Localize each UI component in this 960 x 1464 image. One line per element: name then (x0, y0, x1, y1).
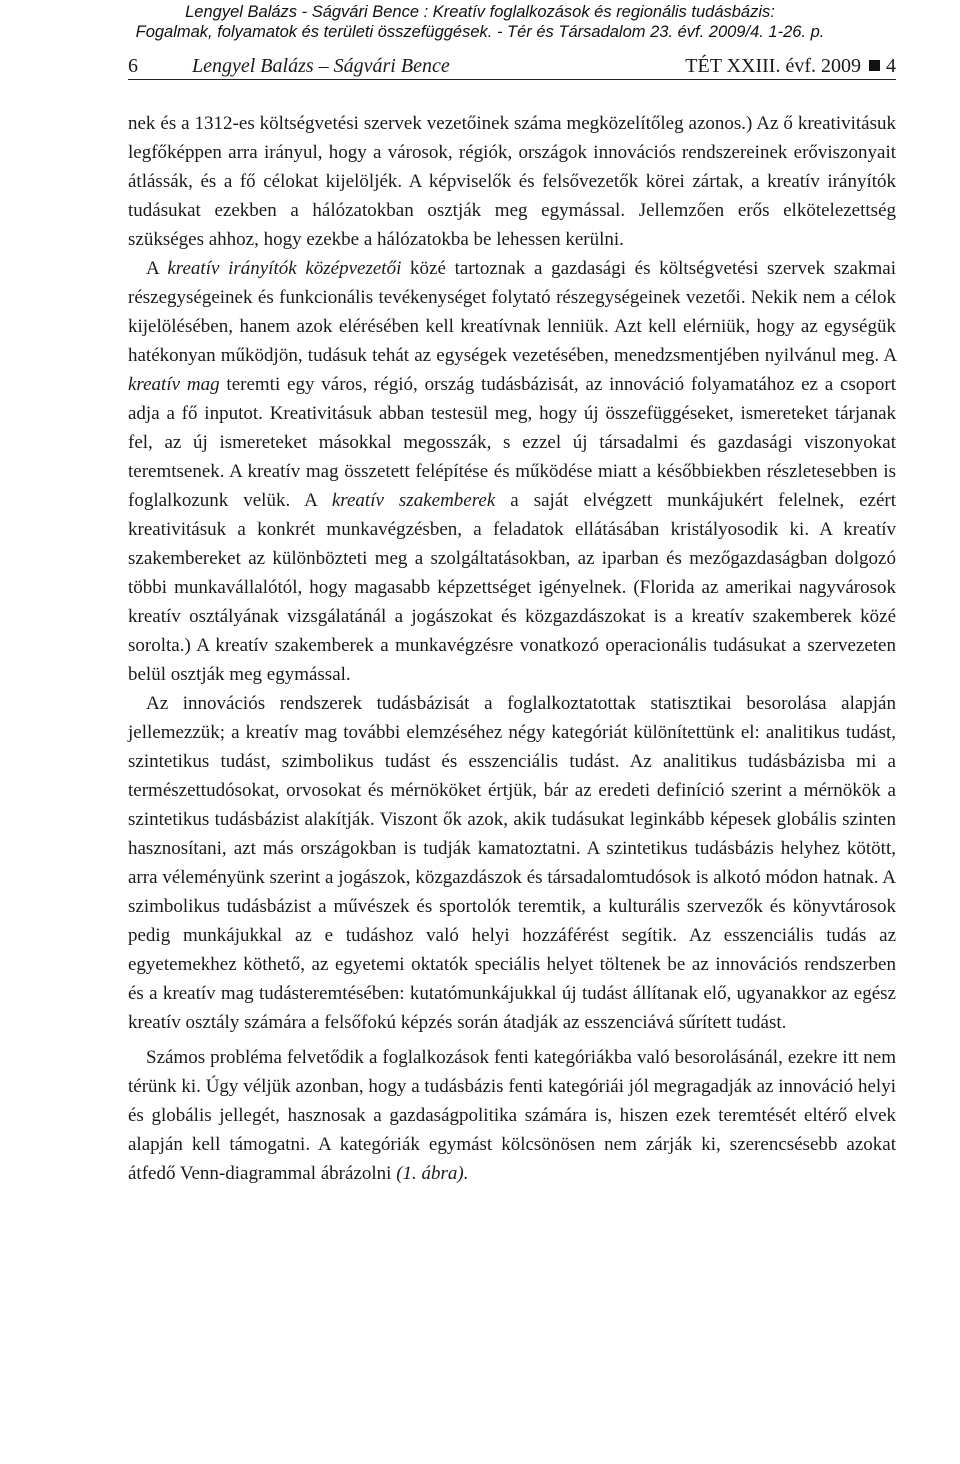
journal-volume: TÉT XXIII. évf. 2009 (685, 55, 861, 77)
running-header-journal (685, 53, 896, 79)
paragraph-2 (128, 254, 896, 689)
text-run: Az innovációs rendszerek tudásbázisát a foglalkoztatottak statisztikai besorolása alapján jellemezzük; a kreatív mag további elemzéséhez négy kategóriát különítettünk el: analitikus tudást, szintetikus tudást, szimbolikus tudást és esszenciális tudást. Az analitikus tudásbázisba mi a természettudósokat, orvosokat és mérnököket értjük, bár az eredeti definíció szerint a mérnökök a szintetikus tudásbázist alakítják. Viszont ők azok, akik tudásukat leginkább képesek globális szinten hasznosítani, azt más országokban is tudják kamatoztatni. A szintetikus tudásbázis helyhez kötött, arra véleményünk szerint a jogászok, közgazdászok és társadalomtudósok is alkotó módon hatnak. A szimbolikus tudásbázist a művészek és sportolók teremtik, a kulturális szervezők és könyvtárosok pedig munkájukkal az e tudáshoz való helyi hozzáférést segítik. Az esszenciális tudás az egyetemekhez köthető, az egyetemi oktatók speciális helyet töltenek be az innovációs rendszerben és a kreatív mag tudásteremtésében: kutatómunkájukkal új tudást állítanak elő, ugyanakkor az egész kreatív osztály számára a felsőfokú képzés során átadják az esszenciává sűrített tudást. (128, 693, 896, 1033)
text-run: a saját elvégzett munkájukért felelnek, ezért kreativitásuk a konkrét munkavégzésben, a feladatok ellátásában kristályosodik ki. A kreatív szakembereket az különbözteti meg a szolgáltatásokban, az iparban és mezőgazdaságban dolgozó többi munkavállalótól, hogy magasabb képzettséget igényelnek. (Florida az amerikai nagyvárosok kreatív osztályának vizsgálatánál a jogászokat és közgazdászokat is a kreatív szakemberek közé sorolta.) A kreatív szakemberek a munkavégzésre vonatkozó operacionális tudásukat a szervezeten belül osztják meg egymással. (128, 490, 896, 685)
text-run: közé tartoznak a gazdasági és költségvetési szervek szakmai részegységeinek és funkcionális tevékenységet folytató részegységeinek vezetői. Nekik nem a célok kijelölésében, hanem azok elérésében kell kreatívnak lenniük. Azt kell elérniük, hogy az egységük hatékonyan működjön, tudásuk tehát az egységek vezetésében, menedzsmentjében nyilvánul meg. A (128, 258, 896, 366)
paragraph-4 (128, 1043, 896, 1188)
text-run: A (146, 258, 168, 279)
citation-line-1: Lengyel Balázs - Ságvári Bence : Kreatív foglalkozások és regionális tudásbázis: (185, 3, 775, 21)
italic-term: kreatív mag (128, 374, 220, 395)
journal-issue: 4 (886, 55, 896, 77)
body-text (128, 109, 896, 1188)
italic-term: kreatív irányítók középvezetői (167, 258, 402, 279)
citation-line-2: Fogalmak, folyamatok és területi összefüggések. - Tér és Társadalom 23. évf. 2009/4. 1-26. p. (135, 23, 825, 41)
citation-header (0, 2, 960, 42)
text-run: Számos probléma felvetődik a foglalkozások fenti kategóriákba való besorolásánál, ezekre itt nem térünk ki. Úgy véljük azonban, hogy a tudásbázis fenti kategóriái jól megragadják az innováció helyi és globális jellegét, hasznosak a gazdaságpolitika számára is, hiszen ezek teremtését eltérő elvek alapján kell támogatni. A kategóriák egymást kölcsönösen nem zárják ki, szerencsésebb azokat átfedő Venn-diagrammal ábrázolni (128, 1047, 896, 1184)
page-number: 6 (128, 55, 138, 77)
square-bullet-icon (869, 60, 880, 71)
text-run: nek és a 1312-es költségvetési szervek vezetőinek száma megközelítőleg azonos.) Az ő kreativitásuk legfőképpen arra irányul, hogy a városok, régiók, országok innovációs rendszereinek erőviszonyait átlássák, és a fő célokat kijelöljék. A képviselők és felsővezetők körei zártak, a kreatív irányítók tudásukat ezekben a hálózatokban osztják meg egymással. Jellemzően erős elkötelezettség szükséges ahhoz, hogy ezekbe a hálózatokba be lehessen kerülni. (128, 113, 896, 250)
paragraph-3 (128, 689, 896, 1037)
running-header (128, 53, 896, 80)
italic-term: (1. ábra). (396, 1163, 469, 1184)
text-run: teremti egy város, régió, ország tudásbázisát, az innováció folyamatához ez a csoport adja a fő inputot. Kreativitásuk abban testesül meg, hogy új összefüggéseket, ismereteket tárjanak fel, az új ismereteket másokkal megosszák, s ezzel új társadalmi és gazdasági viszonyokat teremtsenek. A kreatív mag összetett felépítése és működése miatt a későbbiekben részletesebben is foglalkozunk velük. A (128, 374, 896, 511)
italic-term: kreatív szakemberek (331, 490, 496, 511)
running-header-authors: Lengyel Balázs – Ságvári Bence (192, 55, 450, 77)
paragraph-1 (128, 109, 896, 254)
